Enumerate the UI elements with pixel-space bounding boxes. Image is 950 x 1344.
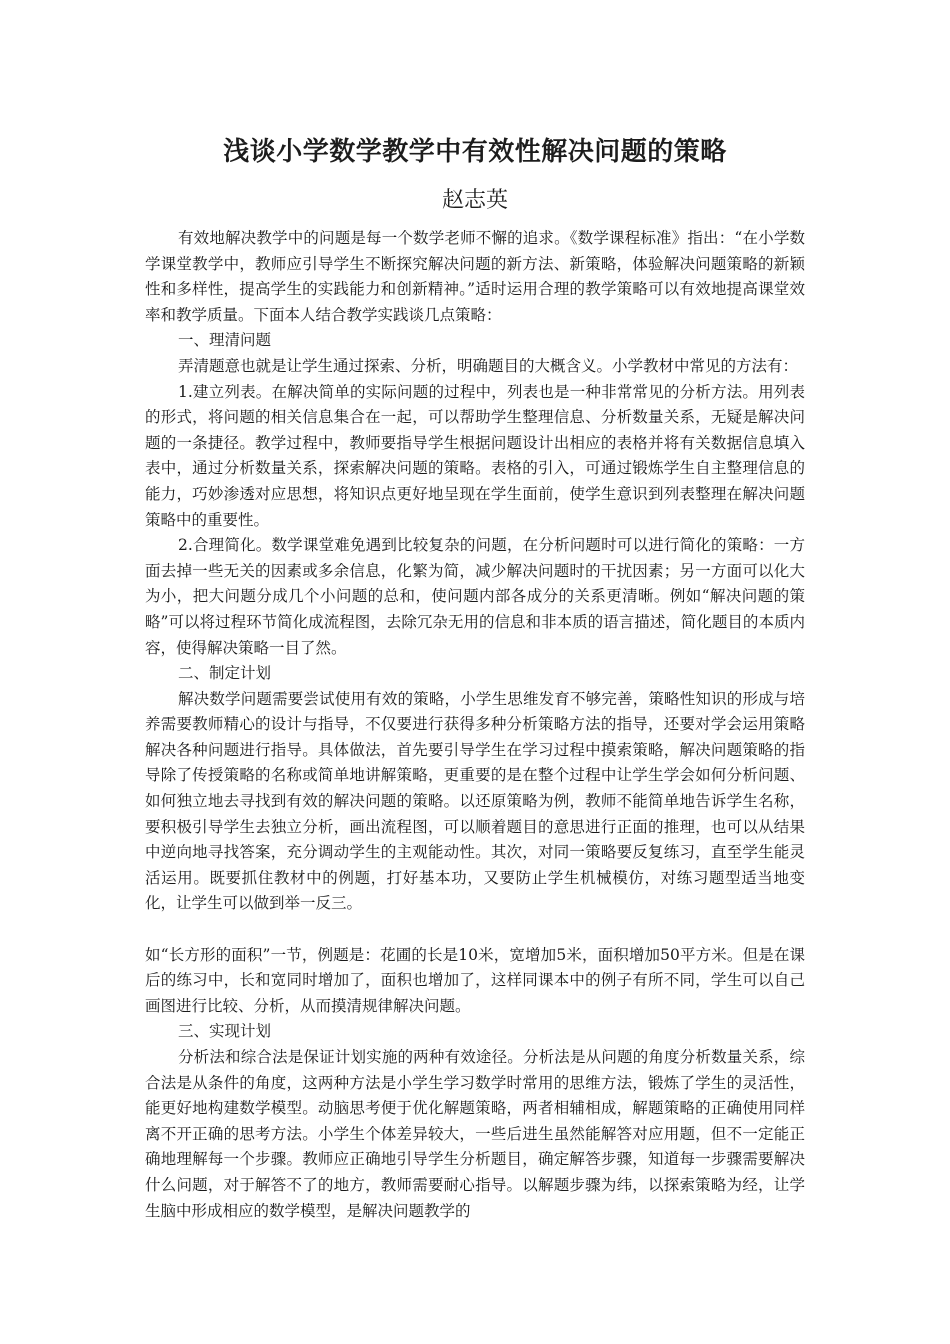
document-body [145,226,805,1224]
document-title: 浅谈小学数学教学中有效性解决问题的策略 [223,137,727,167]
section-3-heading: 三、实现计划 [178,1022,272,1041]
section-1-item-1: 1.建立列表。在解决简单的实际问题的过程中，列表也是一种非常常见的分析方法。用列表的形式，将问题的相关信息集合在一起，可以帮助学生整理信息、分析数量关系，无疑是解决问题的一条捷径。教学过程中，教师要指导学生根据问题设计出相应的表格并将有关数据信息填入表中，通过分析数量关系，探索解决问题的策略。表格的引入，可通过锻炼学生自主整理信息的能力，巧妙渗透对应思想，将知识点更好地呈现在学生面前，使学生意识到列表整理在解决问题策略中的重要性。 [145,382,805,529]
section-1-heading: 一、理清问题 [178,331,272,350]
section-2-paragraph-1: 解决数学问题需要尝试使用有效的策略，小学生思维发育不够完善，策略性知识的形成与培养需要教师精心的设计与指导，不仅要进行获得多种分析策略方法的指导，还要对学会运用策略解决各种问题进行指导。具体做法，首先要引导学生在学习过程中摸索策略，解决问题策略的指导除了传授策略的名称或简单地讲解策略，更重要的是在整个过程中让学生学会如何分析问题、如何独立地去寻找到有效的解决问题的策略。以还原策略为例，教师不能简单地告诉学生名称，要积极引导学生去独立分析，画出流程图，可以顺着题目的意思进行正面的推理，也可以从结果中逆向地寻找答案，充分调动学生的主观能动性。其次，对同一策略要反复练习，直至学生能灵活运用。既要抓住教材中的例题，打好基本功，又要防止学生机械模仿，对练习题型适当地变化，让学生可以做到举一反三。 [145,689,805,913]
document-author: 赵志英 [441,188,508,213]
section-2-heading: 二、制定计划 [178,664,272,683]
section-1-item-2: 2.合理简化。数学课堂难免遇到比较复杂的问题，在分析问题时可以进行简化的策略：一方面去掉一些无关的因素或多余信息，化繁为简，减少解决问题时的干扰因素；另一方面可以化大为小，把大问题分成几个小问题的总和，使问题内部各成分的关系更清晰。例如“解决问题的策略”可以将过程环节简化成流程图，去除冗杂无用的信息和非本质的语言描述，简化题目的本质内容，使得解决策略一目了然。 [145,536,805,657]
section-1-intro: 弄清题意也就是让学生通过探索、分析，明确题目的大概含义。小学教材中常见的方法有： [178,356,799,375]
section-3-paragraph-1: 分析法和综合法是保证计划实施的两种有效途径。分析法是从问题的角度分析数量关系，综合法是从条件的角度，这两种方法是小学生学习数学时常用的思维方法，锻炼了学生的灵活性，能更好地构建数学模型。动脑思考便于优化解题策略，两者相辅相成，解题策略的正确使用同样离不开正确的思考方法。小学生个体差异较大，一些后进生虽然能解答对应用题，但不一定能正确地理解每一个步骤。教师应正确地引导学生分析题目，确定解答步骤，知道每一步骤需要解决什么问题，对于解答不了的地方，教师需要耐心指导。以解题步骤为纬，以探索策略为经，让学生脑中形成相应的数学模型，是解决问题教学的 [145,1048,805,1220]
blank-line [145,917,805,943]
intro-paragraph: 有效地解决教学中的问题是每一个数学老师不懈的追求。《数学课程标准》指出：“在小学数学课堂教学中，教师应引导学生不断探究解决问题的新方法、新策略，体验解决问题策略的新颖性和多样性，提高学生的实践能力和创新精神。”适时运用合理的教学策略可以有效地提高课堂效率和教学质量。下面本人结合教学实践谈几点策略： [145,229,805,324]
section-2-paragraph-2: 如“长方形的面积”一节，例题是：花圃的长是10米，宽增加5米，面积增加50平方米。但是在课后的练习中，长和宽同时增加了，面积也增加了，这样同课本中的例子有所不同，学生可以自己画图进行比较、分析，从而摸清规律解决问题。 [145,945,805,1015]
